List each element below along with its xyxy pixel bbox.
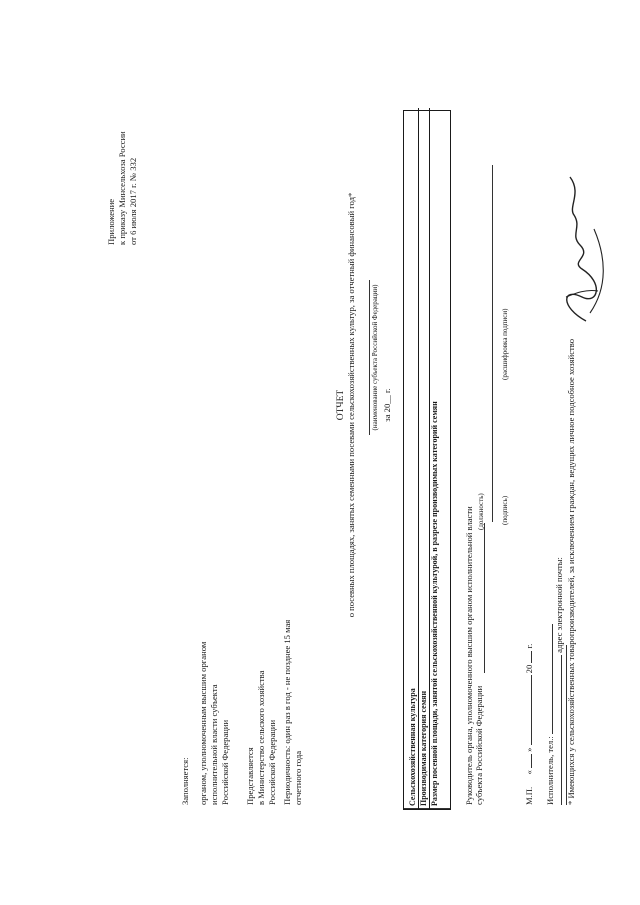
- submits-block: [245, 671, 278, 805]
- table-row: Размер посевной площади, занятой сельскохозяйственной культурой, в разрезе производимых категорий семян: [430, 401, 439, 806]
- periodicity-block: [282, 620, 304, 805]
- signature-image: [552, 167, 612, 327]
- appendix-title: Приложение: [106, 198, 116, 245]
- table-row: Сельскохозяйственная культура: [408, 108, 419, 809]
- date-close: »: [524, 747, 534, 752]
- fills-line-2: исполнительной власти субъекта: [209, 684, 219, 805]
- footnote: * Имеющихся у сельскохозяйственных товаропроизводителей, за исключением граждан, ведущих личное подсобное хозяйство: [566, 338, 576, 805]
- decoding-line: [492, 165, 493, 380]
- stamp-mp: М.П.: [524, 786, 534, 805]
- date-g: г.: [524, 643, 534, 649]
- submits-heading: Представляется: [245, 747, 255, 805]
- appendix-block: [106, 131, 139, 245]
- appendix-date: от 6 июля 2017 г. № 332: [128, 157, 138, 245]
- signature-line: [492, 364, 493, 522]
- submits-line-2: Российской Федерации: [267, 719, 277, 805]
- fills-line-3: Российской Федерации: [220, 719, 230, 805]
- head-line-1: Руководитель органа, уполномоченного высшим органом исполнительной власти: [464, 506, 474, 805]
- executor-email-label: адрес электронной почты:: [554, 557, 564, 653]
- fills-heading: Заполняется:: [180, 757, 190, 805]
- date-open: «: [524, 770, 534, 775]
- position-caption: (должность): [477, 493, 485, 530]
- head-line-2: субъекта Российской Федерации: [474, 685, 484, 805]
- fills-block: [198, 642, 231, 805]
- subject-caption: (наименование субъекта Российской Федерации): [371, 284, 379, 431]
- report-year: за 20__ г.: [382, 388, 392, 422]
- periodicity-line-2: отчетного года: [293, 750, 303, 805]
- periodicity-line-1: Периодичность: один раз в год - не позднее 15 мая: [282, 619, 292, 805]
- crops-table: [403, 110, 451, 810]
- executor-phone-label: Исполнитель, тел.:: [545, 736, 555, 805]
- table-row: Производимая категория семян: [419, 108, 430, 809]
- decoding-caption: (расшифровка подписи): [501, 308, 509, 380]
- submits-line-1: в Министерство сельского хозяйства: [256, 670, 266, 805]
- executor-email: [554, 557, 565, 805]
- signature-caption: (подпись): [501, 495, 509, 525]
- fills-line-1: органом, уполномоченным высшим органом: [198, 641, 208, 805]
- stamp-line: [524, 644, 535, 805]
- report-title: ОТЧЕТ: [336, 389, 346, 421]
- report-subtitle: о посевных площадях, занятых семенными посевами сельскохозяйственных культур, за отчетный финансовый год*: [346, 192, 356, 618]
- appendix-order: к приказу Минсельхоза России: [117, 131, 127, 245]
- position-line: [484, 523, 485, 673]
- date-year: 20: [524, 664, 534, 674]
